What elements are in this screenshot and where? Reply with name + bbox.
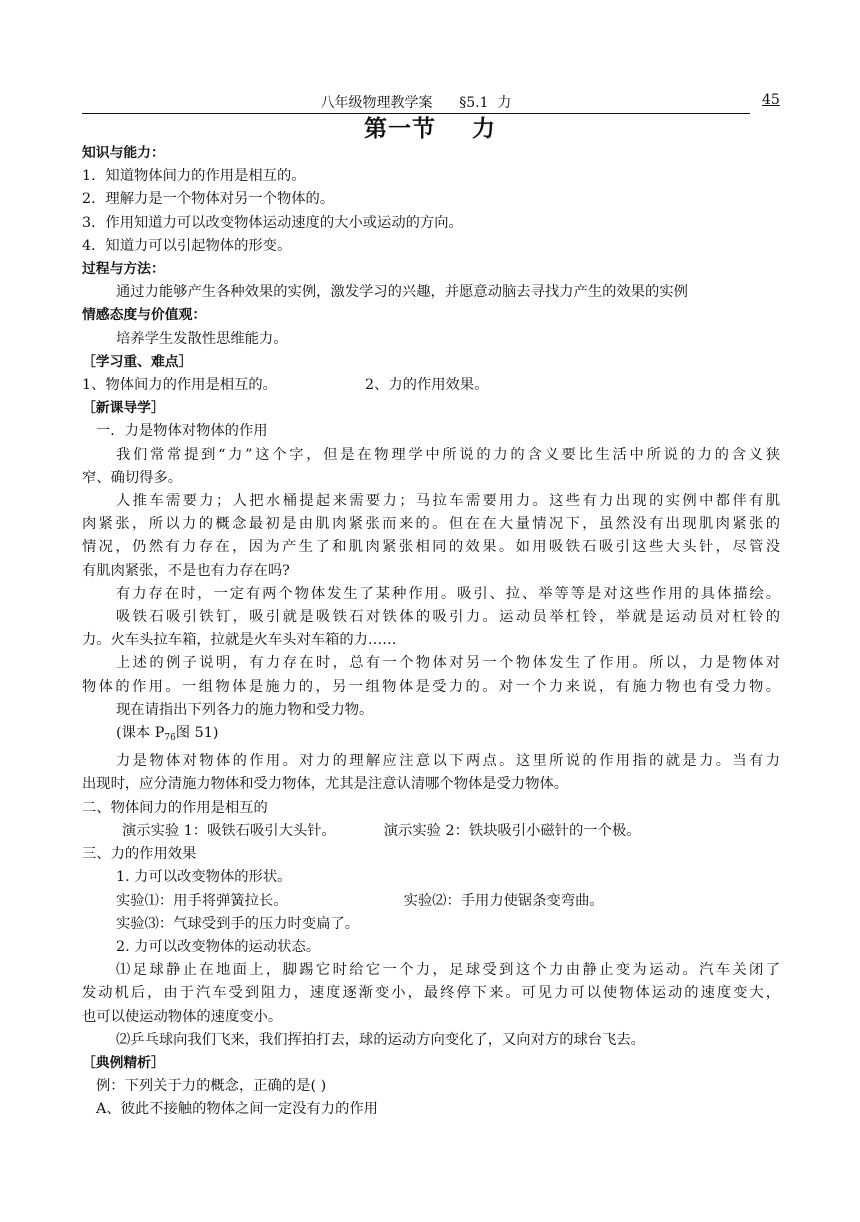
paragraph-line: ⑵乒乓球向我们飞来，我们挥拍打去，球的运动方向变化了，又向对方的球台飞去。: [116, 1031, 645, 1048]
experiment-3: 实验⑶：气球受到手的压力时变扁了。: [116, 915, 360, 932]
demo-1: 演示实验 1：吸铁石吸引大头针。: [122, 822, 336, 839]
knowledge-item: 1．知道物体间力的作用是相互的。: [82, 168, 306, 185]
new-lesson-heading: ［新课导学］: [82, 400, 165, 417]
paragraph-line: 情况，仍然有力存在，因为产生了和肌肉紧张相同的效果。如用吸铁石吸引这些大头针，尽管没: [82, 539, 780, 556]
knowledge-item: 2．理解力是一个物体对另一个物体的。: [82, 191, 335, 208]
page-title: 第一节 力: [363, 116, 497, 142]
paragraph-line: 肉紧张，所以力的概念最初是由肌肉紧张而来的。但在在大量情况下，虽然没有出现肌肉紧张的: [82, 516, 780, 533]
key-points-row: [82, 374, 780, 397]
page-number: 45: [762, 92, 780, 108]
emotion-text: 培养学生发散性思维能力。: [116, 330, 288, 347]
demo-row: [82, 820, 780, 843]
paragraph-line: ⑴足球静止在地面上，脚踢它时给它一个力，足球受到这个力由静止变为运动。汽车关闭了: [116, 962, 780, 979]
emotion-heading: 情感态度与价值观：: [82, 307, 207, 324]
paragraph-line: 力是物体对物体的作用。对力的理解应注意以下两点。这里所说的作用指的就是力。当有力: [116, 753, 780, 770]
process-heading: 过程与方法：: [82, 261, 165, 278]
subsection-title: 1. 力可以改变物体的形状。: [116, 869, 292, 886]
section-1-title: 一．力是物体对物体的作用: [96, 423, 268, 440]
experiment-row: [82, 890, 780, 913]
demo-2: 演示实验 2：铁块吸引小磁针的一个极。: [383, 822, 641, 839]
reference-subscript: 76: [164, 733, 176, 744]
example-question: 例：下列关于力的概念，正确的是( ): [96, 1078, 327, 1095]
paragraph-line: 人推车需要力；人把水桶提起来需要力；马拉车需要用力。这些有力出现的实例中都伴有肌: [116, 493, 780, 510]
page-header: 八年级物理教学案 §5.1 力: [320, 95, 512, 111]
paragraph-line: 有肌肉紧张，不是也有力存在吗?: [82, 562, 290, 579]
paragraph-line: 出现时，应分清施力物体和受力物体，尤其是注意认清哪个物体是受力物体。: [82, 776, 569, 793]
paragraph-line: 窄、确切得多。: [82, 469, 183, 486]
subsection-title: 2. 力可以改变物体的运动状态。: [116, 938, 321, 955]
knowledge-item: 4．知道力可以引起物体的形变。: [82, 237, 292, 254]
example-option-a: A、彼此不接触的物体之间一定没有力的作用: [96, 1101, 378, 1118]
reference-prefix: (课本 P: [116, 725, 165, 742]
paragraph-line: 力。火车头拉车箱，拉就是火车头对车箱的力……: [82, 632, 397, 649]
knowledge-item: 3．作用知道力可以改变物体运动速度的大小或运动的方向。: [82, 214, 463, 231]
paragraph-line: 上述的例子说明，有力存在时，总有一个物体对另一个物体发生了作用。所以，力是物体对: [116, 655, 780, 672]
paragraph-line: 我们常常提到“力”这个字，但是在物理学中所说的力的含义要比生活中所说的力的含义狭: [116, 446, 780, 463]
knowledge-heading: 知识与能力：: [82, 145, 165, 161]
process-text: 通过力能够产生各种效果的实例，激发学习的兴趣，并愿意动脑去寻找力产生的效果的实例: [116, 284, 688, 301]
experiment-1: 实验⑴：用手将弹簧拉长。: [116, 892, 288, 909]
section-3-title: 三、力的作用效果: [82, 846, 197, 863]
paragraph-line: 现在请指出下列各力的施力物和受力物。: [116, 701, 374, 718]
paragraph-line: 也可以使运动物体的速度变小。: [82, 1008, 283, 1025]
paragraph-line: 吸铁石吸引铁钉，吸引就是吸铁石对铁体的吸引力。运动员举杠铃，举就是运动员对杠铃的: [116, 609, 780, 626]
paragraph-line: 发动机后，由于汽车受到阻力，速度逐渐变小，最终停下来。可见力可以使物体运动的速度变大，: [82, 985, 780, 1002]
key-points-heading: ［学习重、难点］: [82, 353, 193, 370]
key-point-1: 1、物体间力的作用是相互的。: [82, 377, 277, 394]
section-2-title: 二、物体间力的作用是相互的: [82, 799, 268, 816]
experiment-2: 实验⑵：手用力使锯条变弯曲。: [403, 892, 604, 909]
key-point-2: 2、力的作用效果。: [364, 377, 489, 394]
paragraph-line: 有力存在时，一定有两个物体发生了某种作用。吸引、拉、举等等是对这些作用的具体描绘。: [116, 585, 780, 602]
example-heading: ［典例精析］: [82, 1054, 165, 1071]
reference-suffix: 图 51): [175, 725, 219, 742]
paragraph-line: 物体的作用。一组物体是施力的，另一组物体是受力的。对一个力来说，有施力物也有受力物。: [82, 678, 780, 695]
document-body: [82, 142, 780, 1122]
textbook-reference: [82, 722, 780, 750]
